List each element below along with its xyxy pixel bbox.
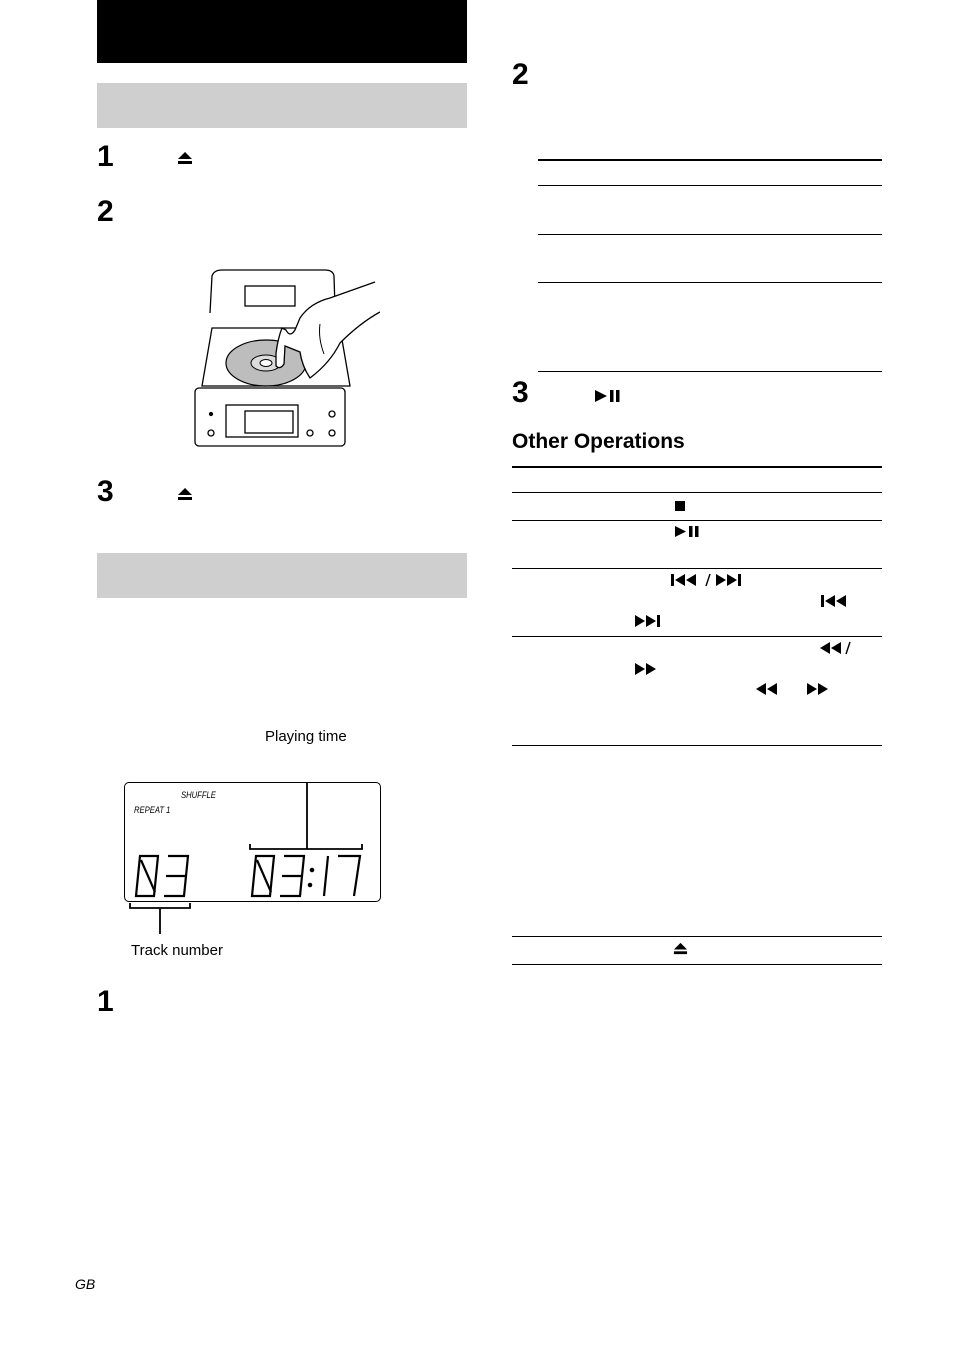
table-rule xyxy=(512,568,882,569)
subsection-band-2 xyxy=(97,553,467,598)
fast-forward-icon xyxy=(634,662,662,676)
table-rule xyxy=(512,520,882,521)
table-rule xyxy=(512,466,882,468)
repeat-indicator: REPEAT 1 xyxy=(134,805,171,815)
table-rule xyxy=(538,371,882,372)
page-footer-region: GB xyxy=(75,1276,96,1292)
section-heading: Other Operations xyxy=(512,430,685,453)
table-rule xyxy=(538,234,882,235)
table-rule xyxy=(512,745,882,746)
track-number-label: Track number xyxy=(131,942,223,959)
shuffle-indicator: SHUFFLE xyxy=(181,790,216,800)
rewind-icon xyxy=(754,682,782,696)
table-rule xyxy=(538,159,882,161)
table-rule xyxy=(512,636,882,637)
stop-icon xyxy=(674,500,686,512)
lcd-digits xyxy=(124,782,381,962)
table-rule xyxy=(512,964,882,965)
step-number: 1 xyxy=(97,140,114,173)
previous-icon xyxy=(820,594,852,608)
subsection-band-1 xyxy=(97,83,467,128)
play-pause-icon xyxy=(674,525,700,538)
table-rule xyxy=(512,936,882,937)
eject-icon xyxy=(673,941,688,956)
previous-next-icon xyxy=(670,573,748,587)
play-pause-icon xyxy=(594,389,622,403)
next-icon xyxy=(634,614,666,628)
section-title-bar xyxy=(97,0,467,63)
fast-forward-icon xyxy=(806,682,834,696)
table-rule xyxy=(512,492,882,493)
playing-time-label: Playing time xyxy=(265,728,347,745)
eject-icon xyxy=(177,150,193,166)
eject-icon xyxy=(177,486,193,502)
step-number: 3 xyxy=(97,475,114,508)
step-number: 2 xyxy=(97,195,114,228)
step-number: 1 xyxy=(97,985,114,1018)
cd-player-illustration xyxy=(190,268,380,450)
table-rule xyxy=(538,282,882,283)
table-rule xyxy=(538,185,882,186)
step-number: 3 xyxy=(512,376,529,409)
rewind-icon xyxy=(818,641,858,655)
step-number: 2 xyxy=(512,58,529,91)
